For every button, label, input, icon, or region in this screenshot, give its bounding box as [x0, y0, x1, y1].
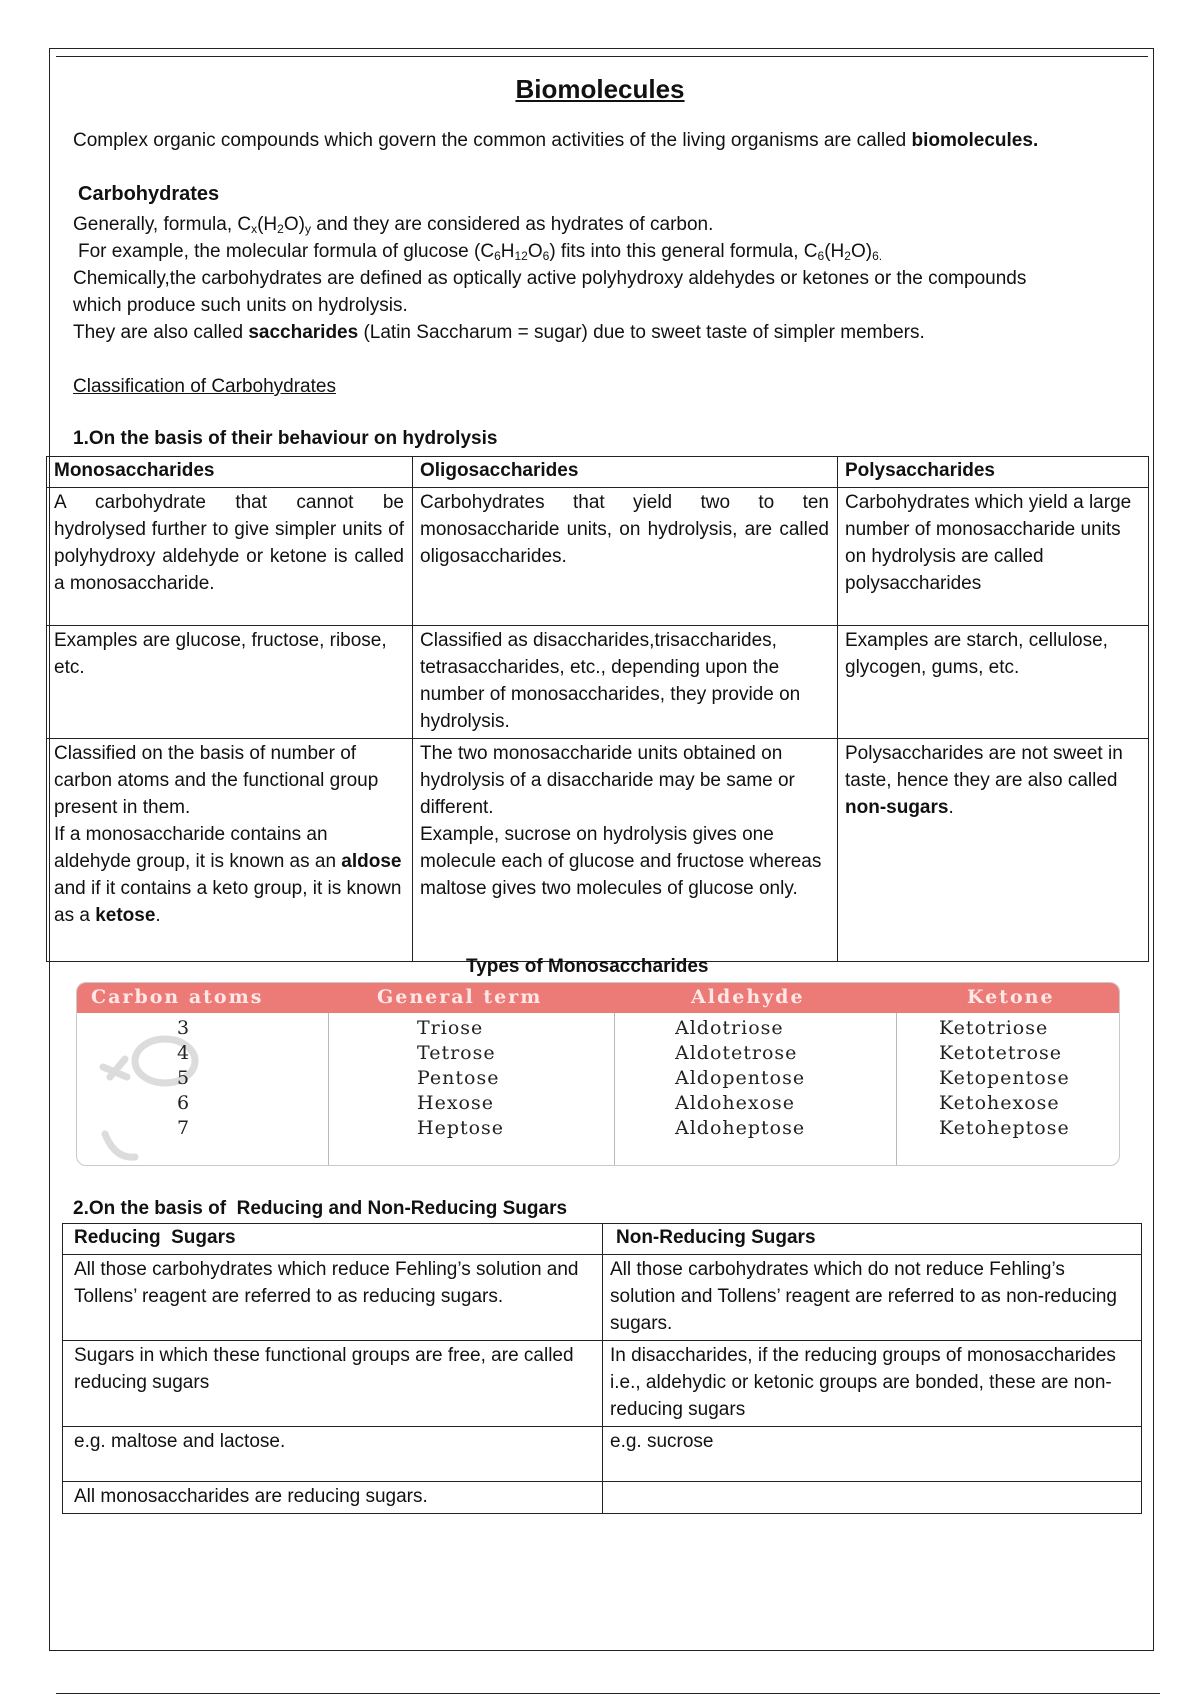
ketone-name: Ketoheptose — [939, 1117, 1070, 1139]
watermark-logo — [85, 1019, 225, 1166]
oligo-classification: Classified as disaccharides,trisaccharides, tetrasaccharides, etc., depending upon the number of monosaccharides, they provide on hydrolysis. — [413, 626, 838, 739]
carbohydrates-heading: Carbohydrates — [78, 183, 220, 205]
oligo-details: The two monosaccharide units obtained on hydrolysis of a disaccharide may be same or different. Example, sucrose on hydrolysis gives one molecule each of glucose and fructose whereas maltose gives two molecules of glucose only. — [413, 739, 838, 962]
oligo-definition: Carbohydrates that yield two to ten monosaccharide units, on hydrolysis, are called oligosaccharides. — [413, 488, 838, 626]
general-term: Triose — [417, 1017, 484, 1039]
hydrolysis-header-row — [47, 457, 1149, 488]
reducing-heading: 2.On the basis of Reducing and Non-Reducing Sugars — [73, 1198, 568, 1219]
carbon-count: 3 — [177, 1017, 191, 1039]
carbon-count: 5 — [177, 1067, 191, 1089]
general-term: Heptose — [417, 1117, 505, 1139]
non-reducing-examples: e.g. sucrose — [603, 1427, 1142, 1482]
hydrolysis-row-details — [47, 739, 1149, 962]
bottom-rule — [56, 1693, 1160, 1694]
header-carbon-atoms: Carbon atoms — [91, 986, 264, 1008]
non-reducing-definition: All those carbohydrates which do not reduce Fehling’s solution and Tollens’ reagent are referred to as non-reducing sugars. — [603, 1255, 1142, 1341]
mono-types-header — [77, 983, 1119, 1013]
non-reducing-functional-groups: In disaccharides, if the reducing groups of monosaccharides i.e., aldehydic or ketonic groups are bonded, these are non-reducing sugars — [603, 1341, 1142, 1427]
mono-types-caption: Types of Monosaccharides — [466, 956, 709, 977]
mono-column-divider — [328, 1013, 329, 1165]
intro-paragraph: Complex organic compounds which govern the common activities of the living organisms are called biomolecules. — [73, 130, 1039, 151]
aldehyde-name: Aldotetrose — [675, 1042, 798, 1064]
page-title: Biomolecules — [515, 74, 685, 104]
reducing-functional-groups: Sugars in which these functional groups are free, are called reducing sugars — [63, 1341, 603, 1427]
poly-details: Polysaccharides are not sweet in taste, hence they are also called non-sugars. — [838, 739, 1149, 962]
aldehyde-name: Aldotriose — [675, 1017, 784, 1039]
reducing-row-monosaccharides — [63, 1482, 1142, 1514]
reducing-header-row — [63, 1224, 1142, 1255]
hydrolysis-table — [46, 456, 1149, 962]
chemical-definition-line-2: which produce such units on hydrolysis. — [73, 295, 408, 316]
hydrolysis-row-definition — [47, 488, 1149, 626]
header-non-reducing-sugars: Non-Reducing Sugars — [603, 1224, 1142, 1255]
general-term: Tetrose — [417, 1042, 496, 1064]
header-reducing-sugars: Reducing Sugars — [63, 1224, 603, 1255]
header-aldehyde: Aldehyde — [691, 986, 805, 1008]
header-polysaccharides: Polysaccharides — [838, 457, 1149, 488]
aldehyde-name: Aldohexose — [675, 1092, 796, 1114]
ketone-name: Ketotriose — [939, 1017, 1049, 1039]
aldehyde-name: Aldopentose — [675, 1067, 806, 1089]
reducing-definition: All those carbohydrates which reduce Fehling’s solution and Tollens’ reagent are referred to as reducing sugars. — [63, 1255, 603, 1341]
ketone-name: Ketohexose — [939, 1092, 1060, 1114]
ketone-name: Ketopentose — [939, 1067, 1070, 1089]
general-formula-line: Generally, formula, $C_x(H_2O)_y$ and they are considered as hydrates of carbon. — [73, 214, 714, 236]
ketone-name: Ketotetrose — [939, 1042, 1063, 1064]
reducing-row-functional-groups — [63, 1341, 1142, 1427]
reducing-row-examples — [63, 1427, 1142, 1482]
poly-examples: Examples are starch, cellulose, glycogen, gums, etc. — [838, 626, 1149, 739]
poly-definition: Carbohydrates which yield a large number of monosaccharide units on hydrolysis are called polysaccharides — [838, 488, 1149, 626]
reducing-row-definition — [63, 1255, 1142, 1341]
mono-examples: Examples are glucose, fructose, ribose, etc. — [47, 626, 413, 739]
general-term: Pentose — [417, 1067, 500, 1089]
classification-heading: Classification of Carbohydrates — [73, 376, 336, 397]
glucose-example-line: For example, the molecular formula of glucose $(C_6H_{12}O_6)$ fits into this general formula, $C_6(H_2O)_{6.}$ — [78, 241, 883, 263]
header-oligosaccharides: Oligosaccharides — [413, 457, 838, 488]
mono-definition: A carbohydrate that cannot be hydrolysed further to give simpler units of polyhydroxy aldehyde or ketone is called a monosaccharide. — [47, 488, 413, 626]
header-general-term: General term — [377, 986, 543, 1008]
header-ketone: Ketone — [967, 986, 1055, 1008]
hydrolysis-heading: 1.On the basis of their behaviour on hydrolysis — [73, 428, 498, 449]
reducing-sugars-table — [62, 1223, 1142, 1514]
mono-types-table — [76, 982, 1120, 1166]
non-reducing-empty-cell — [603, 1482, 1142, 1514]
reducing-examples: e.g. maltose and lactose. — [63, 1427, 603, 1482]
chemical-definition-line-1: Chemically,the carbohydrates are defined as optically active polyhydroxy aldehydes or ketones or the compounds — [73, 268, 1027, 289]
header-monosaccharides: Monosaccharides — [47, 457, 413, 488]
top-rule — [56, 56, 1148, 57]
mono-column-divider — [614, 1013, 615, 1165]
carbon-count: 4 — [177, 1042, 191, 1064]
general-term: Hexose — [417, 1092, 494, 1114]
carbon-count: 7 — [177, 1117, 191, 1139]
hydrolysis-row-examples — [47, 626, 1149, 739]
carbon-count: 6 — [177, 1092, 191, 1114]
mono-details: Classified on the basis of number of carbon atoms and the functional group present in them. If a monosaccharide contains an aldehyde group, it is known as an aldose and if it contains a keto group, it is known as a ketose. — [47, 739, 413, 962]
aldehyde-name: Aldoheptose — [675, 1117, 806, 1139]
mono-column-divider — [896, 1013, 897, 1165]
saccharides-line: They are also called saccharides (Latin Saccharum = sugar) due to sweet taste of simpler members. — [73, 322, 925, 343]
reducing-monosaccharides-note: All monosaccharides are reducing sugars. — [63, 1482, 603, 1514]
